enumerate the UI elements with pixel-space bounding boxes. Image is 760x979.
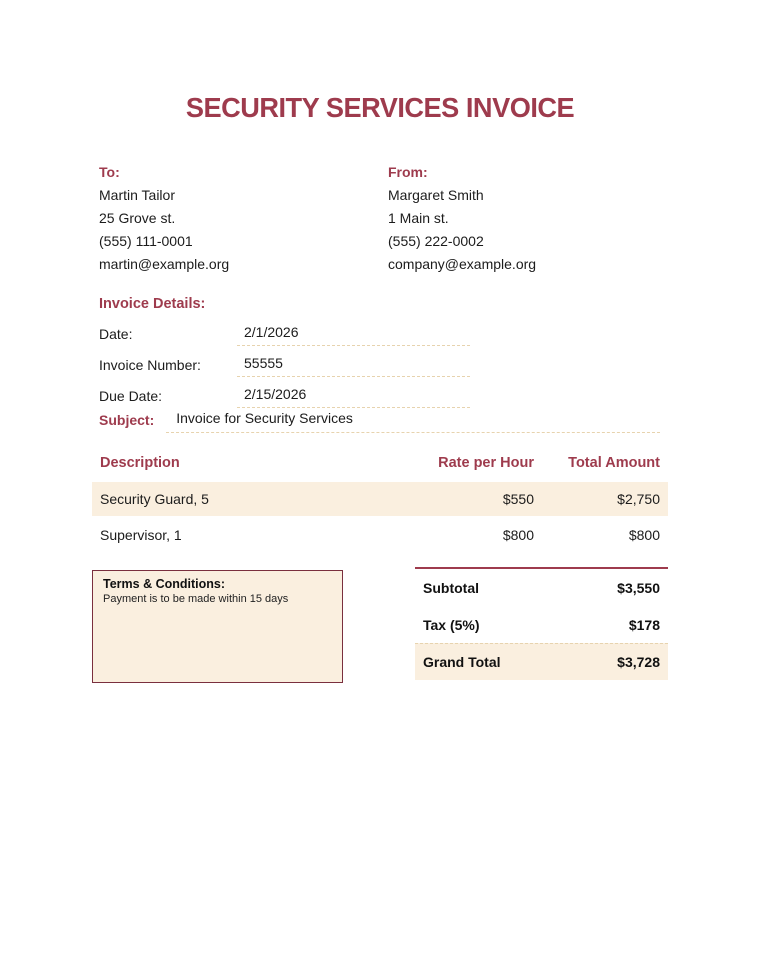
tax-value: $178 xyxy=(628,616,660,633)
from-address: 1 Main st. xyxy=(388,210,449,226)
to-address: 25 Grove st. xyxy=(99,210,176,226)
line-items-table xyxy=(92,447,668,554)
due-date-field[interactable]: 2/15/2026 xyxy=(237,386,470,408)
item-rate: $550 xyxy=(502,491,534,507)
totals-section xyxy=(415,567,668,680)
item-total: $2,750 xyxy=(617,491,660,507)
table-row xyxy=(92,518,668,552)
bill-from-section xyxy=(388,161,668,276)
tax-label: Tax (5%) xyxy=(423,616,480,633)
page-title: SECURITY SERVICES INVOICE xyxy=(185,92,575,123)
subtotal-row xyxy=(415,569,668,606)
tax-row xyxy=(415,606,668,643)
subtotal-value: $3,550 xyxy=(617,579,660,596)
due-date-label: Due Date: xyxy=(99,388,163,404)
to-email: martin@example.org xyxy=(99,256,230,272)
bill-to-section xyxy=(99,161,379,276)
subject-label: Subject: xyxy=(99,412,155,428)
table-row xyxy=(92,482,668,516)
invoice-details-heading: Invoice Details: xyxy=(99,296,206,312)
detail-row-invoice-number xyxy=(99,355,470,377)
invoice-details-section xyxy=(99,296,470,417)
subject-field[interactable]: Invoice for Security Services xyxy=(166,410,660,433)
detail-row-due-date xyxy=(99,386,470,408)
item-description: Supervisor, 1 xyxy=(100,527,182,543)
terms-and-conditions-box xyxy=(92,570,343,683)
from-label: From: xyxy=(388,164,428,180)
item-description: Security Guard, 5 xyxy=(100,491,209,507)
invoice-number-field[interactable]: 55555 xyxy=(237,355,470,377)
from-name: Margaret Smith xyxy=(388,187,484,203)
to-label: To: xyxy=(99,164,120,180)
total-column-header: Total Amount xyxy=(568,454,660,471)
from-phone: (555) 222-0002 xyxy=(388,233,484,249)
grand-total-row xyxy=(415,643,668,680)
item-rate: $800 xyxy=(502,527,534,543)
invoice-number-label: Invoice Number: xyxy=(99,357,201,373)
grand-total-label: Grand Total xyxy=(423,654,501,670)
detail-row-date xyxy=(99,324,470,346)
to-name: Martin Tailor xyxy=(99,187,175,203)
grand-total-value: $3,728 xyxy=(617,654,660,670)
table-header-row xyxy=(92,447,668,478)
terms-body: Payment is to be made within 15 days xyxy=(103,593,289,605)
item-total: $800 xyxy=(628,527,660,543)
date-label: Date: xyxy=(99,326,133,342)
subject-section xyxy=(99,410,660,433)
terms-heading: Terms & Conditions: xyxy=(103,577,225,591)
date-field[interactable]: 2/1/2026 xyxy=(237,324,470,346)
rate-column-header: Rate per Hour xyxy=(438,454,534,471)
description-column-header: Description xyxy=(100,454,180,471)
subtotal-label: Subtotal xyxy=(423,579,479,596)
from-email: company@example.org xyxy=(388,256,537,272)
to-phone: (555) 111-0001 xyxy=(99,233,193,249)
